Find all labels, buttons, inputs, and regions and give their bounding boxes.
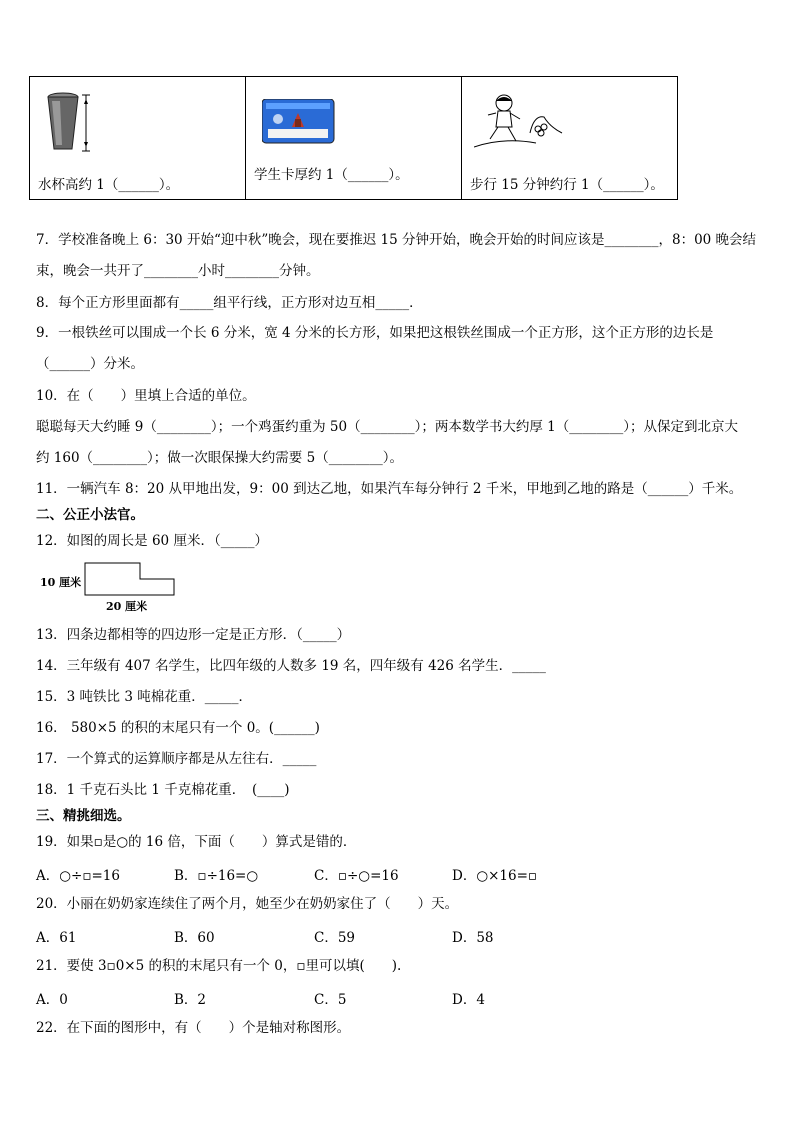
question-9-line-1: 9．一根铁丝可以围成一个长 6 分米，宽 4 分米的长方形，如果把这根铁丝围成一个正方形，这个正方形的边长是 [36,325,714,341]
student-card-picture [262,99,336,145]
card-caption: 学生卡厚约 1（______）。 [254,167,409,183]
question-12: 12．如图的周长是 60 厘米．（_____） [36,533,268,549]
picture-table [29,76,678,200]
question-14: 14．三年级有 407 名学生，比四年级的人数多 19 名，四年级有 426 名学生．_____ [36,658,546,674]
figure-width-label: 20 厘米 [106,600,148,613]
question-21: 21．要使 3▫0×5 的积的末尾只有一个 0，▫里可以填( ). [36,958,402,974]
q19-option-d[interactable]: D．○×16=▫ [452,868,538,884]
section-3-heading: 三、精挑细选。 [36,808,131,824]
card-cell [246,77,462,200]
q20-option-c[interactable]: C．59 [314,930,356,946]
q21-option-b[interactable]: B．2 [174,992,207,1008]
figure-height-label: 10 厘米 [40,576,82,589]
cup-caption: 水杯高约 1（______）。 [38,177,180,193]
q21-option-d[interactable]: D．4 [452,992,485,1008]
question-22: 22．在下面的图形中，有（ ）个是轴对称图形。 [36,1020,351,1036]
question-9-line-2: （______）分米。 [36,356,144,372]
walk-cell [462,77,678,200]
question-10-line-1: 10．在（ ）里填上合适的单位。 [36,388,256,404]
walk-caption: 步行 15 分钟约行 1（______）。 [470,177,664,193]
question-16: 16． 580×5 的积的末尾只有一个 0。(______) [36,720,320,736]
question-13: 13．四条边都相等的四边形一定是正方形．（_____） [36,627,351,643]
question-15: 15．3 吨铁比 3 吨棉花重．_____． [36,689,252,705]
q21-option-c[interactable]: C．5 [314,992,347,1008]
question-19: 19．如果▫是○的 16 倍，下面（ ）算式是错的． [36,834,357,850]
q19-option-a[interactable]: A．○÷▫=16 [36,868,120,884]
question-8: 8．每个正方形里面都有_____组平行线，正方形对边互相_____． [36,295,423,311]
step-shape-figure [84,562,176,596]
question-10-line-3: 约 160（________）；做一次眼保操大约需要 5（________）。 [36,450,403,466]
question-7-line-2: 束，晚会一共开了________小时________分钟。 [36,263,320,279]
q20-option-b[interactable]: B．60 [174,930,215,946]
cup-picture [44,91,94,155]
question-18: 18．1 千克石头比 1 千克棉花重． (____) [36,782,290,798]
question-10-line-2: 聪聪每天大约睡 9（________）；一个鸡蛋约重为 50（________）；两本数学书大约厚 1（________）；从保定到北京大 [36,419,738,435]
question-11: 11．一辆汽车 8：20 从甲地出发，9：00 到达乙地，如果汽车每分钟行 2 千米，甲地到乙地的路是（______）千米。 [36,481,743,497]
walking-boy-picture [474,93,566,157]
section-2-heading: 二、公正小法官。 [36,507,144,523]
q21-option-a[interactable]: A．0 [36,992,68,1008]
q20-option-a[interactable]: A．61 [36,930,77,946]
q20-option-d[interactable]: D．58 [452,930,494,946]
question-20: 20．小丽在奶奶家连续住了两个月，她至少在奶奶家住了（ ）天。 [36,896,459,912]
cup-cell [30,77,246,200]
question-7-line-1: 7．学校准备晚上 6：30 开始“迎中秋”晚会，现在要推迟 15 分钟开始，晚会开始的时间应该是________，8：00 晚会结 [36,232,757,248]
q19-option-b[interactable]: B．▫÷16=○ [174,868,259,884]
question-17: 17．一个算式的运算顺序都是从左往右．_____ [36,751,317,767]
q19-option-c[interactable]: C．▫÷○=16 [314,868,399,884]
